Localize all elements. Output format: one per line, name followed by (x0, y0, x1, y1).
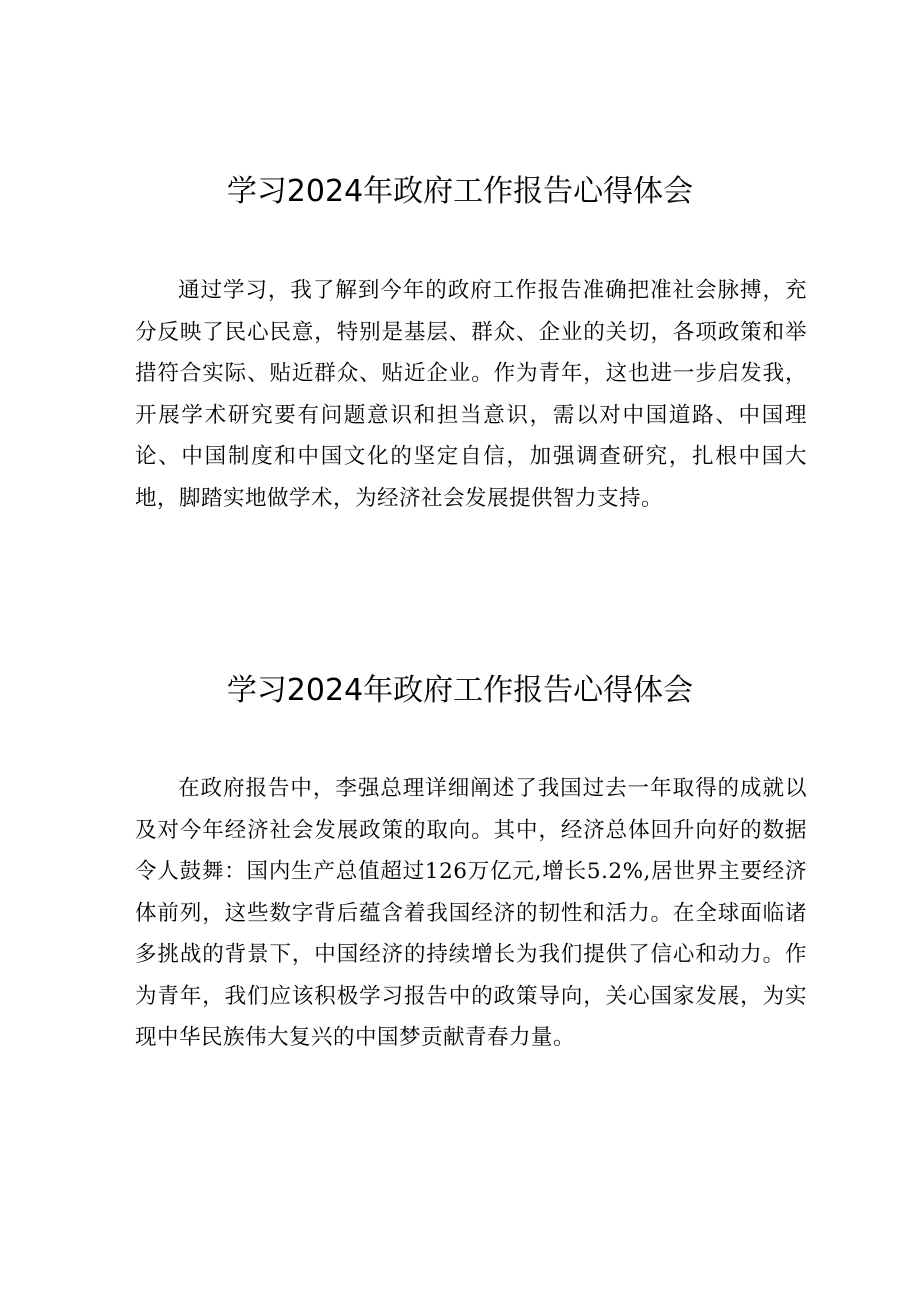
section-2-title: 学习2024年政府工作报告心得体会 (226, 673, 694, 708)
section-1-body: 通过学习，我了解到今年的政府工作报告准确把准社会脉搏，充分反映了民心民意，特别是基层、群众、企业的关切，各项政策和举措符合实际、贴近群众、贴近企业。作为青年，这也进一步启发我，开展学术研究要有问题意识和担当意识，需以对中国道路、中国理论、中国制度和中国文化的坚定自信，加强调查研究，扎根中国大地，脚踏实地做学术，为经济社会发展提供智力支持。 (135, 278, 807, 511)
section-1-title: 学习2024年政府工作报告心得体会 (226, 174, 694, 209)
section-2-body: 在政府报告中，李强总理详细阐述了我国过去一年取得的成就以及对今年经济社会发展政策的取向。其中，经济总体回升向好的数据令人鼓舞：国内生产总值超过126万亿元,增长5.2%,居世界主要经济体前列，这些数字背后蕴含着我国经济的韧性和活力。在全球面临诸多挑战的背景下，中国经济的持续增长为我们提供了信心和动力。作为青年，我们应该积极学习报告中的政策导向，关心国家发展，为实现中华民族伟大复兴的中国梦贡献青春力量。 (135, 776, 807, 1050)
